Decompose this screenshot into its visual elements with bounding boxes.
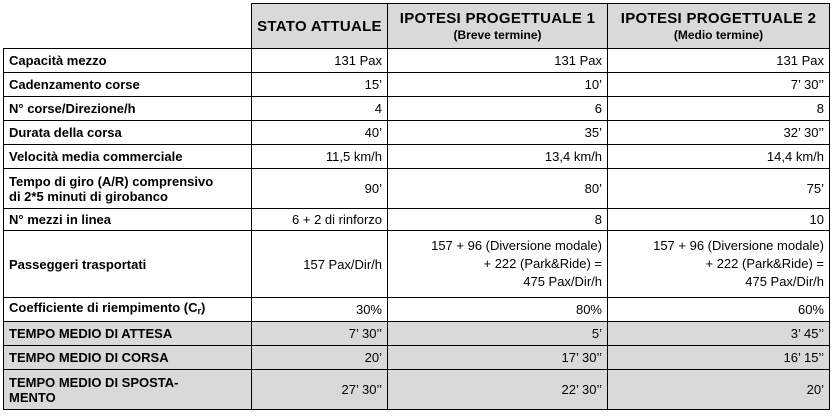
cell-value: 22’ 30’’ [388,370,608,410]
cell-value: 10 [608,209,830,231]
cell-line: + 222 (Park&Ride) = [483,256,602,271]
cell-value: 30% [252,298,388,322]
row-label-tempo-giro [4,169,252,209]
row-label-cadenzamento: Cadenzamento corse [4,73,252,97]
cell-value: 11,5 km/h [252,145,388,169]
table-row [4,73,830,97]
table-row [4,97,830,121]
row-label-corsa: TEMPO MEDIO DI CORSA [4,346,252,370]
table-row [4,346,830,370]
cell-value: 27’ 30’’ [252,370,388,410]
cell-value: 13,4 km/h [388,145,608,169]
table-row [4,231,830,298]
cell-value: 20’ [608,370,830,410]
cell-value: 8 [608,97,830,121]
cell-value: 131 Pax [252,49,388,73]
header-ipotesi-2-label: IPOTESI PROGETTUALE 2 [620,10,817,27]
cell-value: 8 [388,209,608,231]
cell-value-multiline [388,231,608,298]
cell-value: 3’ 45’’ [608,322,830,346]
header-row [4,4,830,49]
cell-value: 14,4 km/h [608,145,830,169]
cell-value: 7’ 30’’ [608,73,830,97]
cell-line: + 222 (Park&Ride) = [705,256,824,271]
cell-value: 4 [252,97,388,121]
row-label-line: MENTO [9,389,56,405]
row-label-subscript: r [197,306,202,316]
table-row [4,370,830,410]
row-label-line: Tempo di giro (A/R) comprensivo [9,173,214,189]
cell-value: 80% [388,298,608,322]
cell-value-multiline [608,231,830,298]
cell-value: 7’ 30’’ [252,322,388,346]
header-ipotesi-1-sub: (Breve termine) [453,28,542,42]
cell-value: 20’ [252,346,388,370]
row-label-line: TEMPO MEDIO DI SPOSTA- [9,374,179,390]
cell-value: 90’ [252,169,388,209]
cell-line: 475 Pax/Dir/h [745,274,824,289]
cell-value: 5’ [388,322,608,346]
header-ipotesi-1-label: IPOTESI PROGETTUALE 1 [399,10,596,27]
cell-value: 131 Pax [608,49,830,73]
cell-line: 157 + 96 (Diversione modale) [653,238,824,253]
table-row [4,322,830,346]
table-row [4,49,830,73]
row-label-attesa: TEMPO MEDIO DI ATTESA [4,322,252,346]
cell-value: 131 Pax [388,49,608,73]
row-label-velocita: Velocità media commerciale [4,145,252,169]
table-row [4,145,830,169]
row-label-text: Coefficiente di riempimento (C [9,300,198,315]
header-ipotesi-2 [608,4,830,49]
cell-line: 475 Pax/Dir/h [523,274,602,289]
header-stato-attuale [252,4,388,49]
cell-value: 75’ [608,169,830,209]
cell-value: 6 + 2 di rinforzo [252,209,388,231]
table-row [4,209,830,231]
row-label-coefficiente [4,298,252,322]
cell-value: 15’ [252,73,388,97]
cell-value: 10’ [388,73,608,97]
cell-value: 6 [388,97,608,121]
cell-value: 157 Pax/Dir/h [252,231,388,298]
row-label-durata: Durata della corsa [4,121,252,145]
row-label-mezzi: N° mezzi in linea [4,209,252,231]
cell-value: 40’ [252,121,388,145]
cell-value: 80’ [388,169,608,209]
table-row [4,121,830,145]
row-label-passeggeri: Passeggeri trasportati [4,231,252,298]
row-label-corse: N° corse/Direzione/h [4,97,252,121]
table-row [4,169,830,209]
cell-value: 17’ 30’’ [388,346,608,370]
row-label-spostamento [4,370,252,410]
cell-value: 16’ 15’’ [608,346,830,370]
header-stato-attuale-label: STATO ATTUALE [257,17,382,35]
header-ipotesi-1 [388,4,608,49]
cell-line: 157 + 96 (Diversione modale) [431,238,602,253]
cell-value: 32’ 30’’ [608,121,830,145]
row-label-capacita: Capacità mezzo [4,49,252,73]
header-corner [4,4,252,49]
row-label-line: di 2*5 minuti di girobanco [9,188,168,204]
cell-value: 35’ [388,121,608,145]
cell-value: 60% [608,298,830,322]
header-ipotesi-2-sub: (Medio termine) [673,28,764,42]
row-label-text-end: ) [201,300,206,315]
table-row [4,298,830,322]
comparison-table [3,3,830,410]
